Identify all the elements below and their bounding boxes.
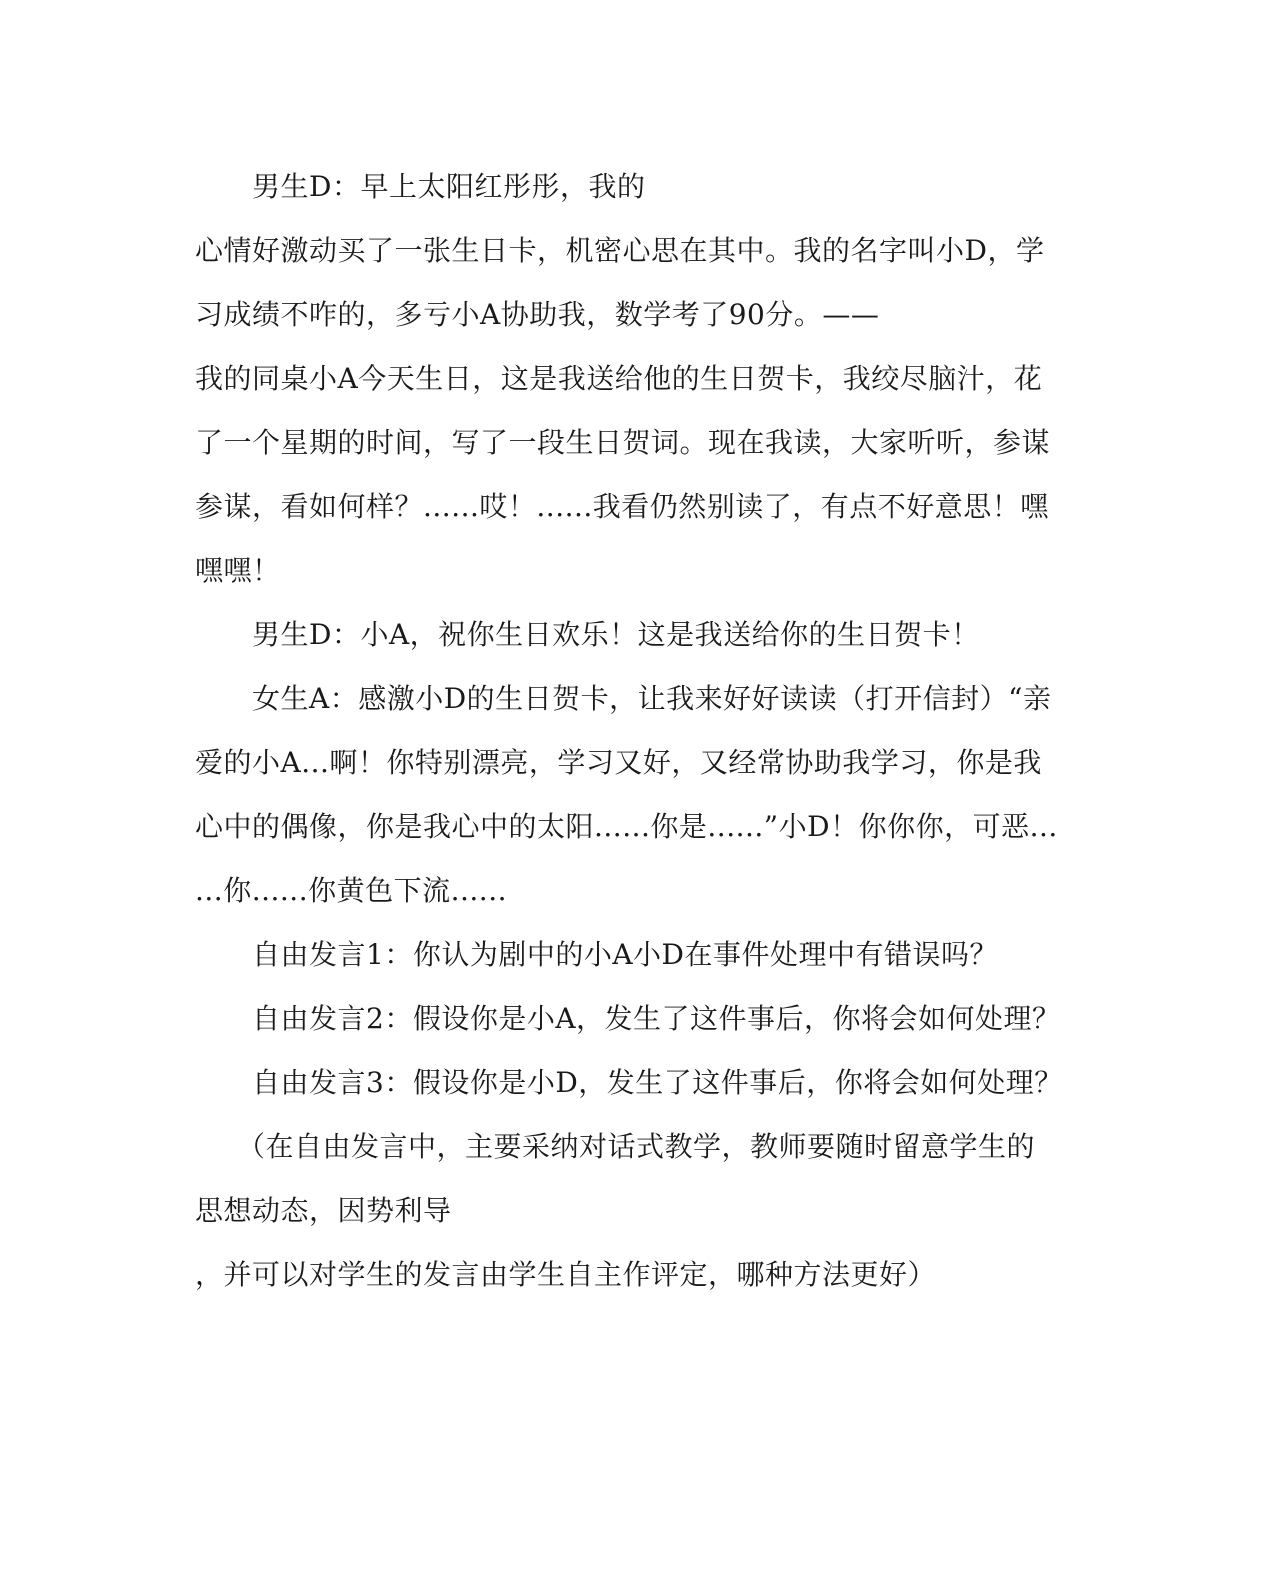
text-line: （在自由发言中，主要采纳对话式教学，教师要随时留意学生的 [237, 1130, 1036, 1163]
text-line: 自由发言2：假设你是小A，发生了这件事后，你将会如何处理？ [252, 1002, 1061, 1035]
text-line: 了一个星期的时间，写了一段生日贺词。现在我读，大家听听，参谋 [195, 426, 1051, 459]
text-line: 参谋，看如何样？......哎！......我看仍然别读了，有点不好意思！嘿 [195, 490, 1049, 523]
text-line: 自由发言3：假设你是小D，发生了这件事后，你将会如何处理？ [252, 1066, 1063, 1099]
text-line: 心中的偶像，你是我心中的太阳......你是......”小D！你你你，可恶... [195, 810, 1058, 843]
text-line: 自由发言1：你认为剧中的小A小D在事件处理中有错误吗？ [252, 938, 998, 971]
text-line: ...你......你黄色下流...... [195, 874, 508, 907]
text-line: 习成绩不咋的，多亏小A协助我，数学考了90分。—— [195, 298, 880, 331]
text-line: 思想动态，因势利导 [195, 1194, 452, 1227]
text-line: 男生D：早上太阳红彤彤，我的 [252, 170, 646, 203]
text-line: 男生D：小A，祝你生日欢乐！这是我送给你的生日贺卡！ [252, 618, 980, 651]
text-line: 女生A：感激小D的生日贺卡，让我来好好读读（打开信封）“亲 [252, 682, 1052, 715]
text-line: ，并可以对学生的发言由学生自主作评定，哪种方法更好） [195, 1258, 937, 1291]
text-line: 心情好激动买了一张生日卡，机密心思在其中。我的名字叫小D，学 [195, 234, 1045, 267]
text-line: 嘿嘿！ [195, 554, 281, 587]
text-line: 我的同桌小A今天生日，这是我送给他的生日贺卡，我绞尽脑汁，花 [195, 362, 1043, 395]
text-line: 爱的小A...啊！你特别漂亮，学习又好，又经常协助我学习，你是我 [195, 746, 1042, 779]
